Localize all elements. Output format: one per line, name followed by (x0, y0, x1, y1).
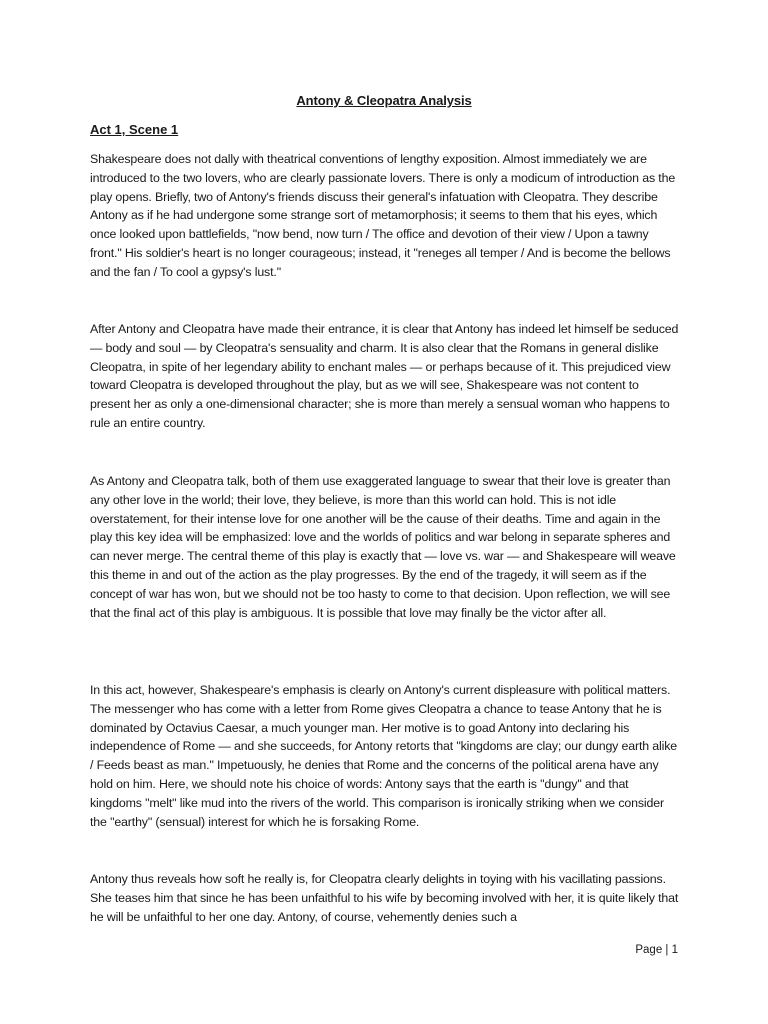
page-number-footer: Page | 1 (635, 944, 678, 956)
section-heading: Act 1, Scene 1 (90, 122, 179, 137)
paragraph-4: In this act, however, Shakespeare's emphasis is clearly on Antony's current displeasure with political matters. The messenger who has come with a letter from Rome gives Cleopatra a chance to tease Antony that he is dominated by Octavius Caesar, a much younger man. Her motive is to goad Antony into declaring his independence of Rome — and she succeeds, for Antony retorts that "kingdoms are clay; our dungy earth alike / Feeds beast as man." Impetuously, he denies that Rome and the concerns of the political arena have any hold on him. Here, we should note his choice of words: Antony says that the earth is "dungy" and that kingdoms "melt" like mud into the rivers of the world. This comparison is ironically striking when we consider the "earthy" (sensual) interest for which he is forsaking Rome. (90, 683, 678, 829)
paragraph-5: Antony thus reveals how soft he really is, for Cleopatra clearly delights in toying with his vacillating passions. She teases him that since he has been unfaithful to his wife by becoming involved with her, it is quite likely that he will be unfaithful to her one day. Antony, of course, vehemently denies such a (90, 872, 679, 924)
paragraph-2: After Antony and Cleopatra have made their entrance, it is clear that Antony has indeed let himself be seduced — body and soul — by Cleopatra's sensuality and charm. It is also clear that the Romans in general dislike Cleopatra, in spite of her legendary ability to enchant males — or perhaps because of it. This prejudiced view toward Cleopatra is developed throughout the play, but as we will see, Shakespeare was not content to present her as only a one-dimensional character; she is more than merely a sensual woman who happens to rule an entire country. (90, 322, 679, 430)
paragraph-3: As Antony and Cleopatra talk, both of them use exaggerated language to swear that their love is greater than any other love in the world; their love, they believe, is more than this world can hold. This is not idle overstatement, for their intense love for one another will be the cause of their deaths. Time and again in the play this key idea will be emphasized: love and the worlds of politics and war belong in separate spheres and can never merge. The central theme of this play is exactly that — love vs. war — and Shakespeare will weave this theme in and out of the action as the play progresses. By the end of the tragedy, it will seem as if the concept of war has won, but we should not be too hasty to come to that decision. Upon reflection, we will see that the final act of this play is ambiguous. It is possible that love may finally be the victor after all. (90, 474, 676, 620)
paragraph-1: Shakespeare does not dally with theatrical conventions of lengthy exposition. Almost immediately we are introduced to the two lovers, who are clearly passionate lovers. There is only a modicum of introduction as the play opens. Briefly, two of Antony's friends discuss their general's infatuation with Cleopatra. They describe Antony as if he had undergone some strange sort of metamorphosis; it seems to them that his eyes, which once looked upon battlefields, "now bend, now turn / The office and devotion of their view / Upon a tawny front." His soldier's heart is no longer courageous; instead, it "reneges all temper / And is become the bellows and the fan / To cool a gypsy's lust." (90, 152, 676, 279)
document-title: Antony & Cleopatra Analysis (296, 93, 472, 108)
